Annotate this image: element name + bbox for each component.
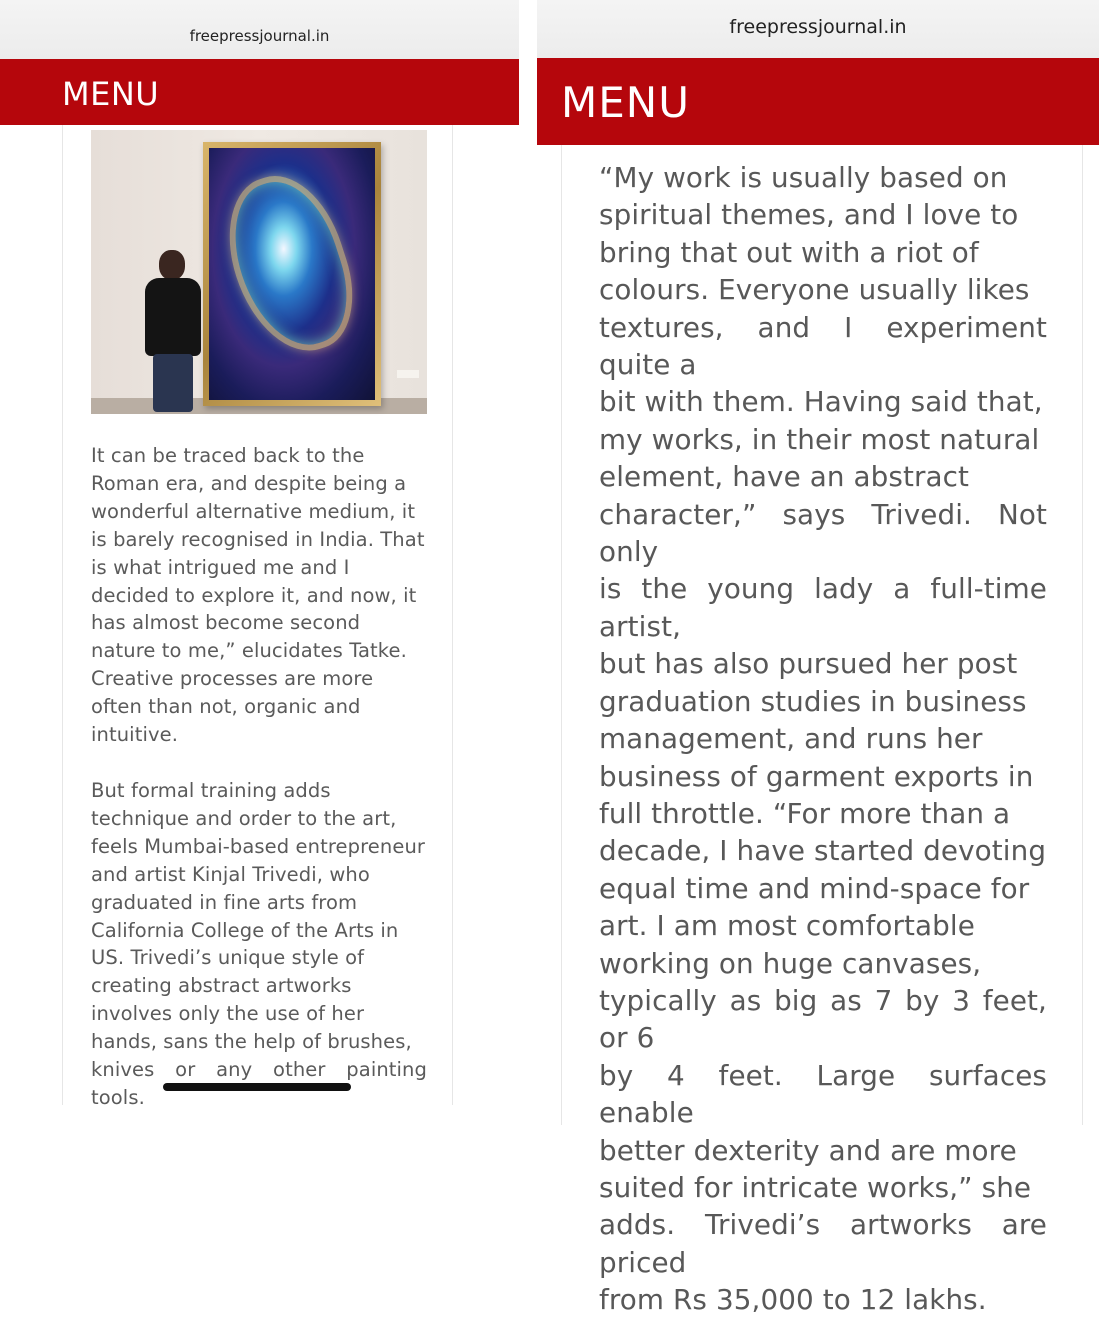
left-screenshot (0, 0, 519, 1125)
url-text: freepressjournal.in (189, 27, 330, 45)
home-indicator[interactable] (163, 1083, 351, 1091)
abstract-painting (209, 148, 375, 400)
menu-bar[interactable] (537, 58, 1099, 145)
url-bar[interactable] (0, 0, 519, 59)
article-paragraph-1: It can be traced back to the Roman era, and despite being a wonderful alternative medium, it is barely recognised in India. That is what intrigued me and I decided to explore it, and now, it has almost become second nature to me,” elucidates Tatke. Creative processes are more often than not, organic and intuitive. (91, 444, 425, 747)
screenshot-divider (519, 0, 537, 1125)
wall-label (397, 370, 419, 378)
menu-button[interactable]: MENU (62, 75, 160, 113)
url-bar[interactable] (537, 0, 1099, 58)
artist-figure (137, 250, 207, 416)
artist-legs (153, 354, 193, 412)
url-text: freepressjournal.in (729, 16, 907, 38)
artist-body (145, 278, 201, 356)
artist-with-painting-photo (91, 130, 427, 414)
artist-head (159, 250, 185, 280)
article-body (561, 145, 1083, 1317)
article-paragraph: “My work is usually based on spiritual themes, and I love to bring that out with a riot of colours. Everyone usually likes textures, and I experiment quite a bit with them. Having said that, my works, in their most natural element, have an abstract character,” says Trivedi. Not only is the young lady a full-time artist, but has also pursued her post graduation studies in business management, and runs her business of garment exports in full throttle. “For more than a decade, I have started devoting equal time and mind-space for art. I am most comfortable working on huge canvases, typically as big as 7 by 3 feet, or 6 by 4 feet. Large surfaces enable better dexterity and are more suited for intricate works,” she adds. Trivedi’s artworks are priced from Rs 35,000 to 12 lakhs. (599, 161, 1047, 1317)
menu-bar[interactable] (0, 59, 519, 125)
article-paragraph-2: But formal training adds technique and order to the art, feels Mumbai-based entrepreneur and artist Kinjal Trivedi, who graduated in fine arts from California College of the Arts in US. Trivedi’s unique style of creating abstract artworks involves only the use of her hands, sans the help of brushes, knives or any other painting tools. (91, 779, 427, 1109)
right-screenshot (537, 0, 1099, 1317)
painting-swirl (210, 161, 370, 366)
menu-button[interactable]: MENU (561, 78, 690, 127)
article-body (62, 125, 453, 1109)
painting-frame (203, 142, 381, 406)
